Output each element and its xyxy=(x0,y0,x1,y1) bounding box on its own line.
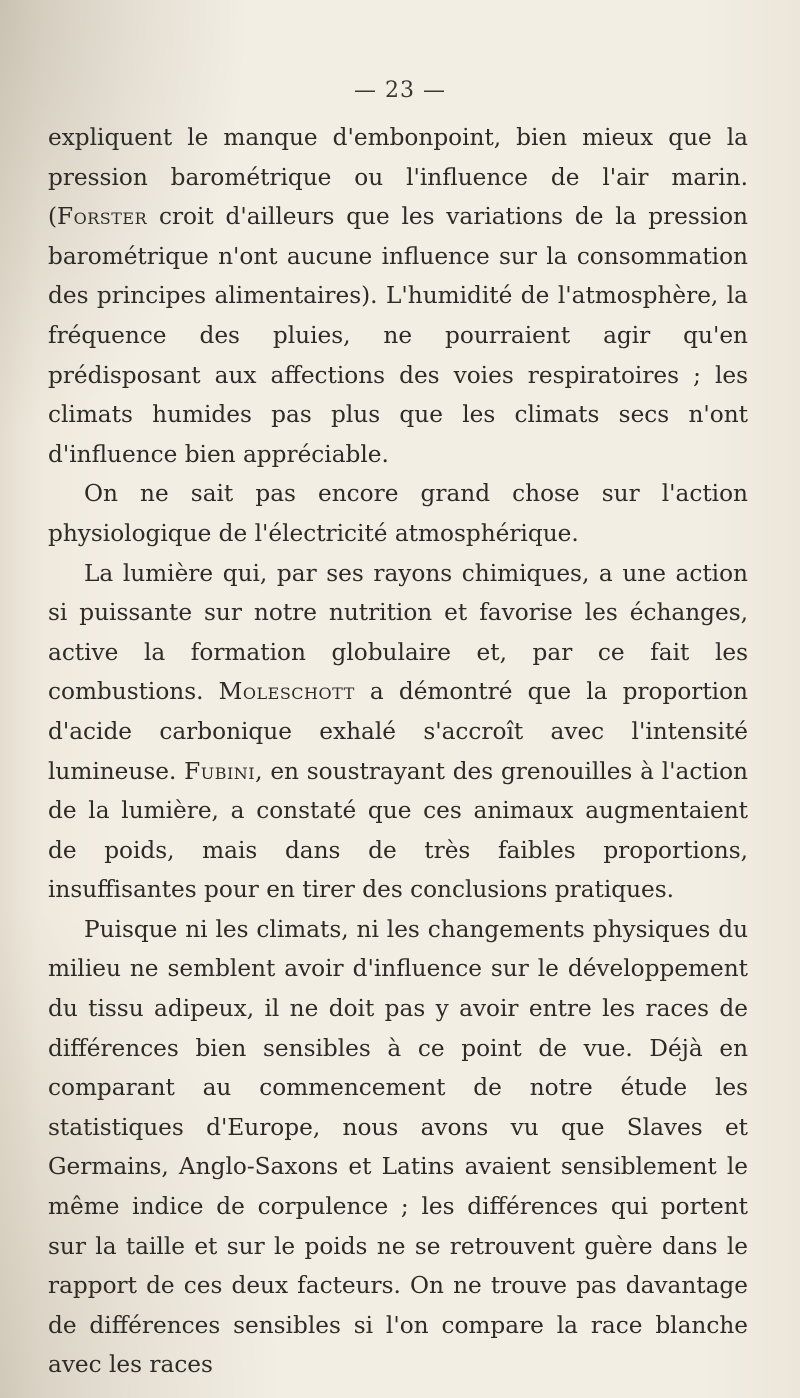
text-run: La lumière qui, par ses rayons chimiques, a une action si puissante sur notre nutrition et favorise les échanges, active la formation globulaire et, par ce fait les combustions. xyxy=(48,559,748,706)
page-number: — 23 — xyxy=(354,78,446,103)
text-run: croit d'ailleurs que les variations de la pression barométrique n'ont aucune influence sur la consommation des principes alimentaires). L'humidité de l'atmosphère, la fréquence des pluies, ne pourraient agir qu'en prédisposant aux affections des voies respiratoires ; les climats humides pas plus que les climats secs n'ont d'influence bien appréciable. xyxy=(48,203,748,468)
text-run: a démontré que la proportion d'acide carbonique exhalé s'accroît avec l'intensité lumineuse. xyxy=(48,678,748,785)
paragraph xyxy=(48,118,748,474)
text-run: expliquent le manque d'embonpoint, bien mieux que la pression barométrique ou l'influence de l'air marin. ( xyxy=(48,124,748,231)
text-run: , en soustrayant des grenouilles à l'action de la lumière, a constaté que ces animaux augmentaient de poids, mais dans de très faibles proportions, insuffisantes pour en tirer des conclusions pratiques. xyxy=(48,757,748,904)
author-name: Moleschott xyxy=(218,678,355,706)
text-run: On ne sait pas encore grand chose sur l'action physiologique de l'électricité atmosphérique. xyxy=(48,480,748,547)
author-name: Fubini xyxy=(184,757,256,785)
author-name: Forster xyxy=(57,203,148,231)
paragraph xyxy=(48,910,748,1385)
body-text xyxy=(48,118,748,1385)
paragraph xyxy=(48,554,748,910)
text-run: Puisque ni les climats, ni les changements physiques du milieu ne semblent avoir d'influence sur le développement du tissu adipeux, il ne doit pas y avoir entre les races de différences bien sensibles à ce point de vue. Déjà en comparant au commencement de notre étude les statistiques d'Europe, nous avons vu que Slaves et Germains, Anglo-Saxons et Latins avaient sensiblement le même indice de corpulence ; les différences qui portent sur la taille et sur le poids ne se retrouvent guère dans le rapport de ces deux facteurs. On ne trouve pas davantage de différences sensibles si l'on compare la race blanche avec les races xyxy=(48,915,748,1379)
paragraph xyxy=(48,474,748,553)
